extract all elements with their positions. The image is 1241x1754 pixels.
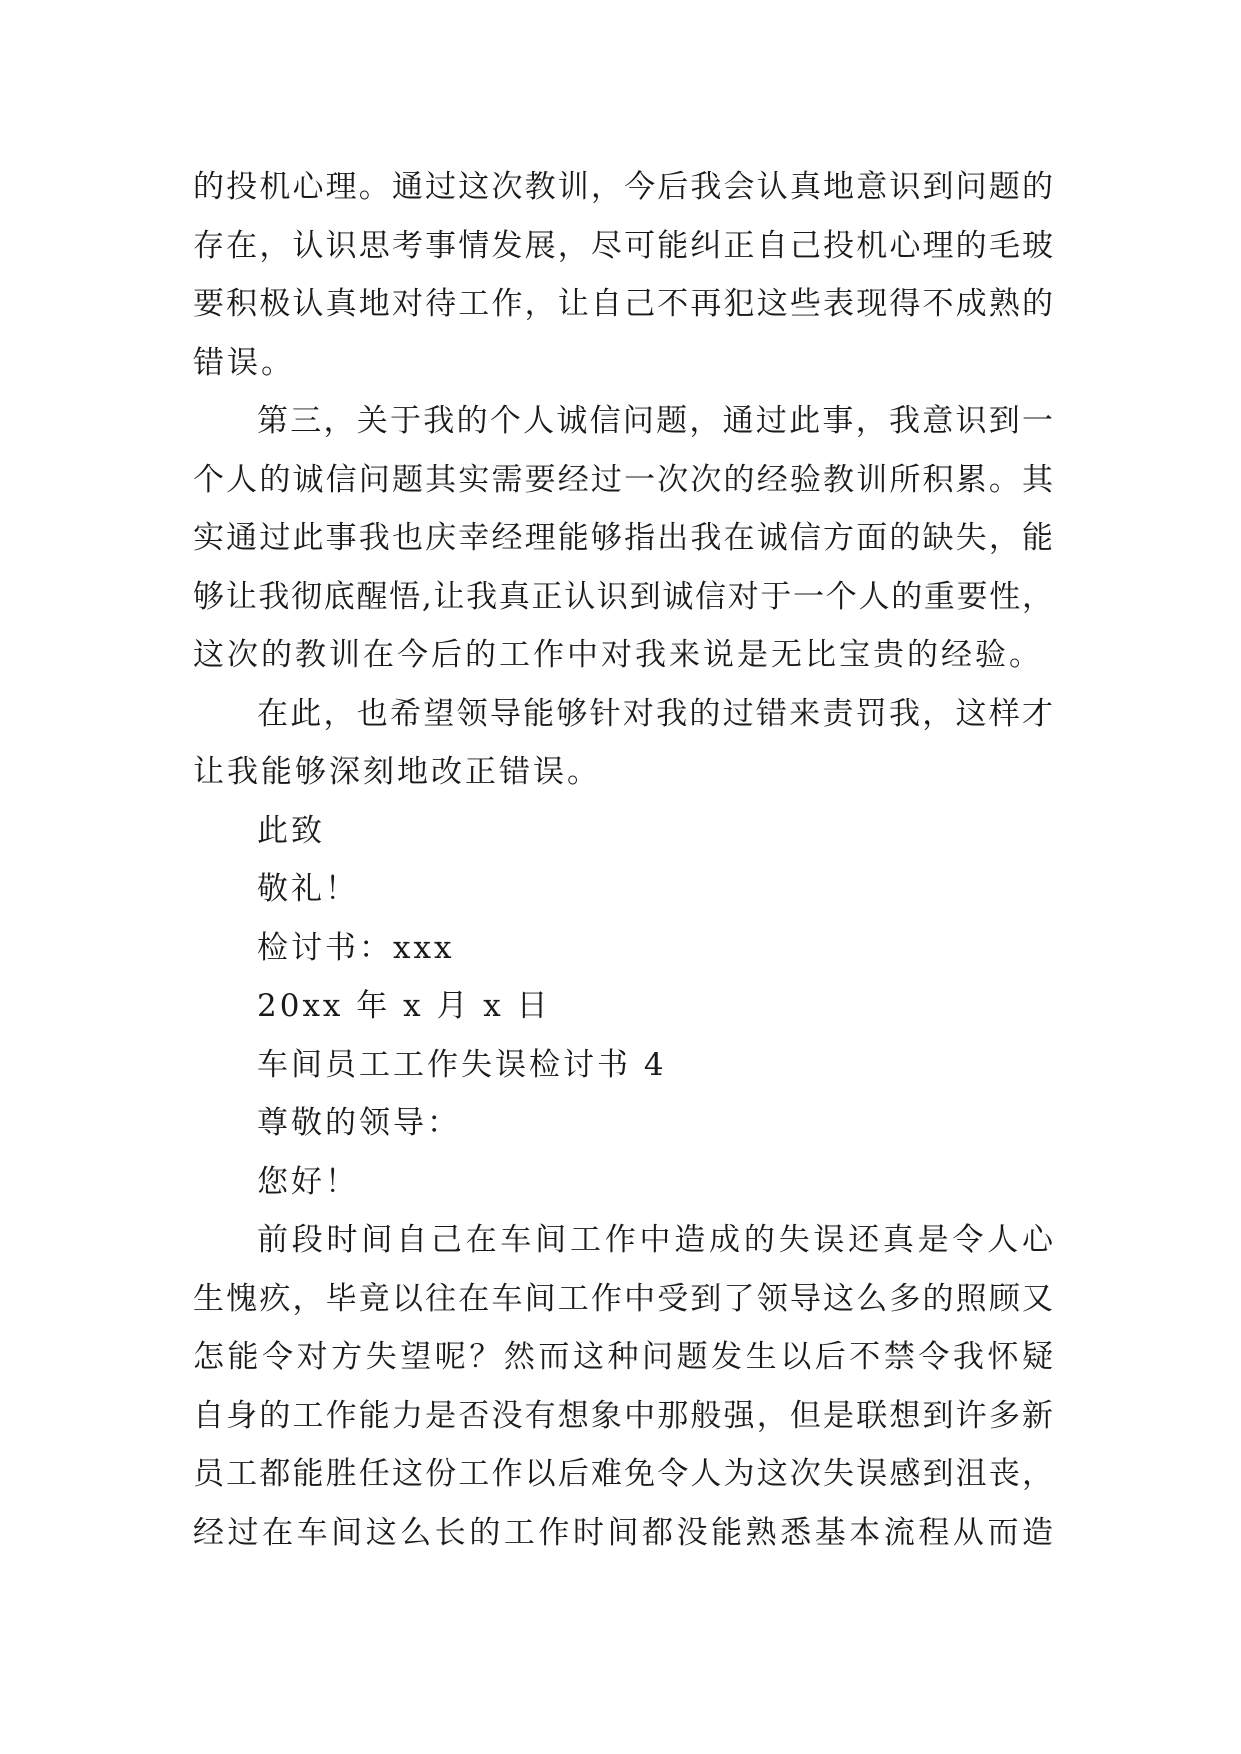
text-line: 让我能够深刻地改正错误。 [193,754,601,790]
text-line: 在此，也希望领导能够针对我的过错来责罚我，这样才 [257,695,1053,732]
text-line: 的投机心理。通过这次教训，今后我会认真地意识到问题的 [193,169,1053,205]
text-line: 实通过此事我也庆幸经理能够指出我在诚信方面的缺失，能 [193,520,1053,556]
text-line: 车间员工工作失误检讨书 4 [257,1046,667,1083]
text-line: 检讨书：xxx [257,929,455,966]
text-line: 个人的诚信问题其实需要经过一次次的经验教训所积累。其 [193,461,1053,498]
text-line: 怎能令对方失望呢？然而这种问题发生以后不禁令我怀疑 [193,1339,1053,1375]
text-line: 这次的教训在今后的工作中对我来说是无比宝贵的经验。 [193,637,1043,673]
text-line: 自身的工作能力是否没有想象中那般强，但是联想到许多新 [193,1397,1053,1434]
text-line: 错误。 [193,344,295,381]
text-line: 够让我彻底醒悟,让我真正认识到诚信对于一个人的重要性， [193,578,1053,615]
text-line: 生愧疚，毕竟以往在车间工作中受到了领导这么多的照顾又 [193,1280,1053,1317]
text-line: 20xx 年 x 月 x 日 [257,988,551,1024]
text-line: 要积极认真地对待工作，让自己不再犯这些表现得不成熟的 [193,286,1053,322]
text-line: 员工都能胜任这份工作以后难免令人为这次失误感到沮丧， [193,1456,1053,1492]
text-line: 经过在车间这么长的工作时间都没能熟悉基本流程从而造 [193,1514,1053,1551]
text-line: 尊敬的领导： [257,1105,461,1141]
text-line: 前段时间自己在车间工作中造成的失误还真是令人心 [257,1222,1053,1258]
text-line: 第三，关于我的个人诚信问题，通过此事，我意识到一 [257,403,1053,439]
text-line: 此致 [257,812,325,849]
text-line: 敬礼！ [257,871,359,907]
text-line: 您好！ [257,1163,359,1200]
text-line: 存在，认识思考事情发展，尽可能纠正自己投机心理的毛玻 [193,227,1053,264]
document-body [193,158,1053,1562]
